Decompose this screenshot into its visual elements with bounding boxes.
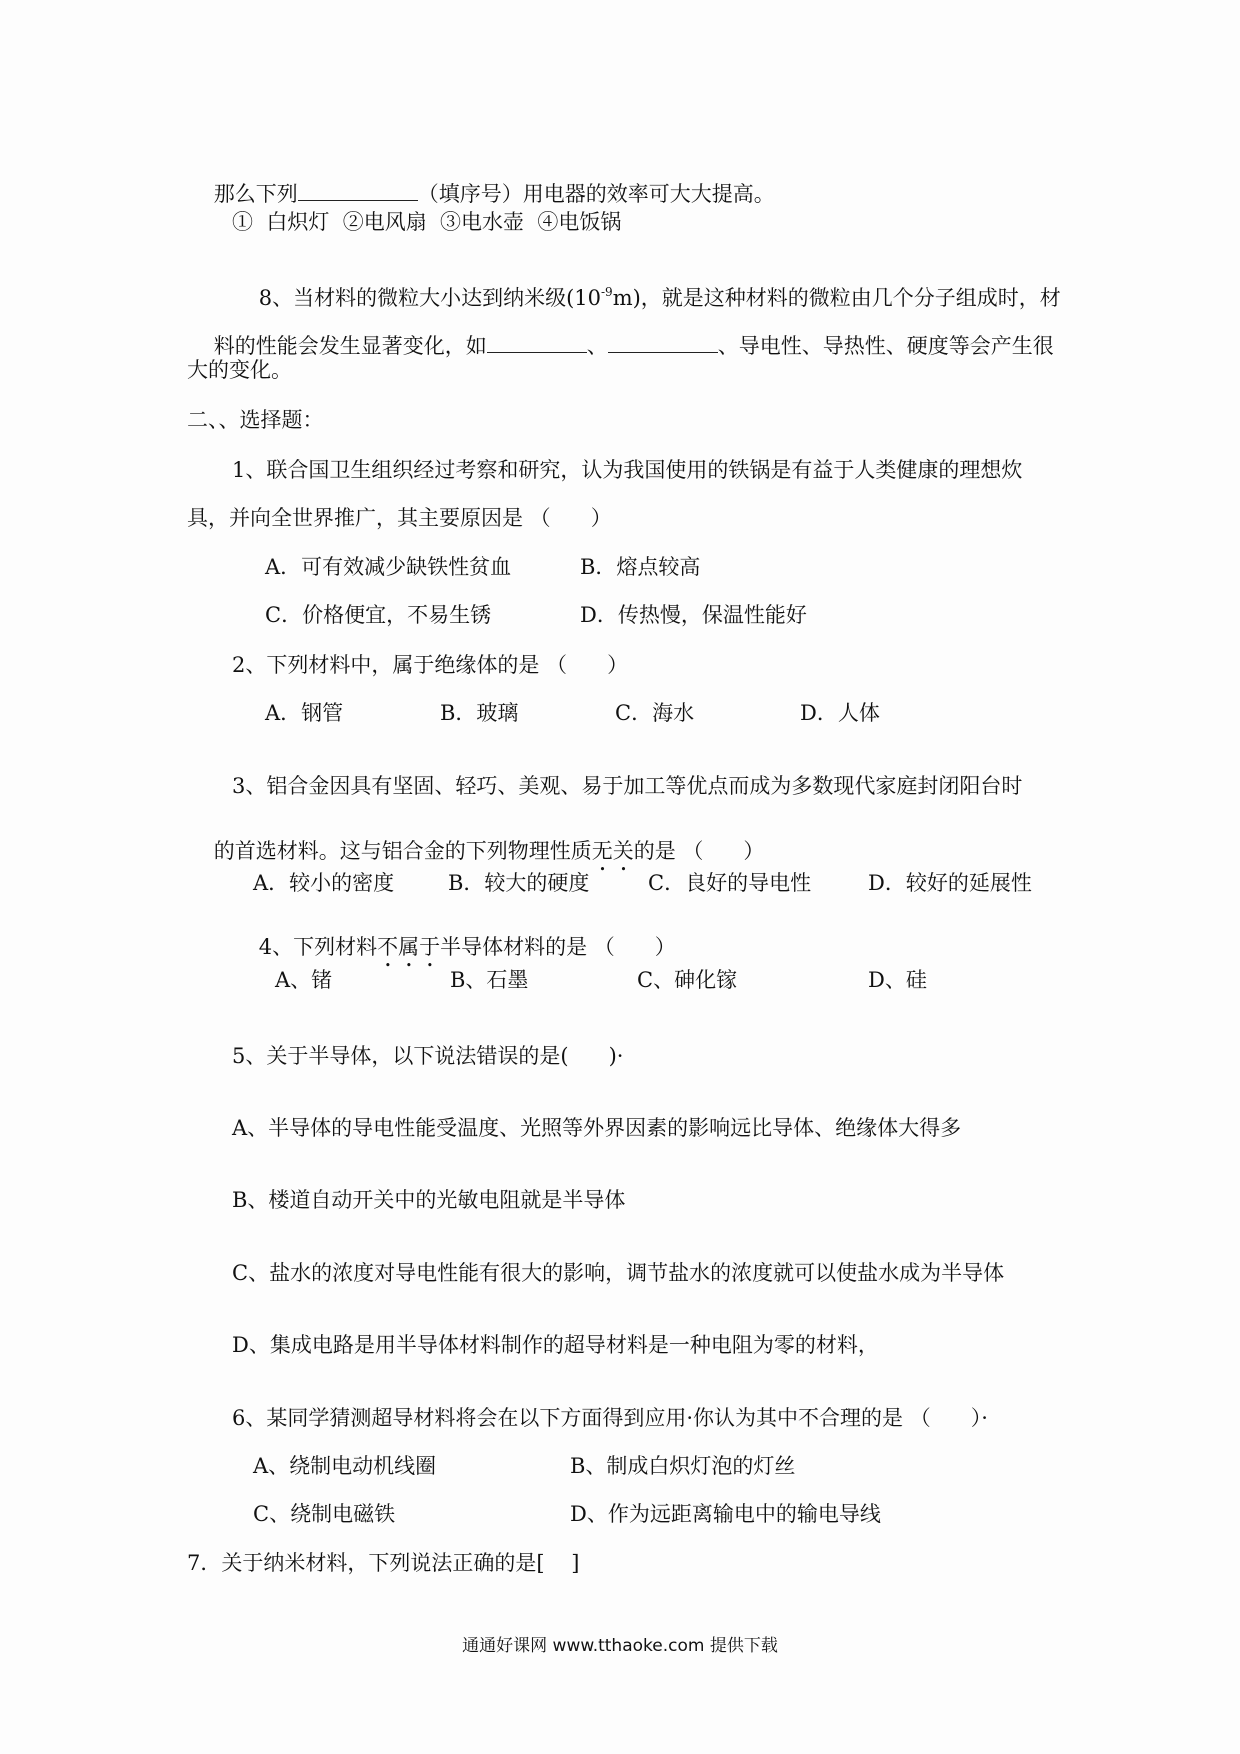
choice-5-stem: 5、关于半导体，以下说法错误的是( )· <box>232 1044 624 1068</box>
choice-3-option-a[interactable]: A．较小的密度 <box>253 871 395 895</box>
choice-3-stem-line-2: 的首选材料。这与铝合金的下列物理性质无关的是 （ ） <box>213 839 765 863</box>
choice-6-option-d[interactable]: D、作为远距离输电中的输电导线 <box>570 1502 881 1526</box>
page-footer: 通通好课网 www.tthaoke.com 提供下载 <box>462 1636 778 1656</box>
question-8-line-2: 料的性能会发生显著变化，如 、 、导电性、导热性、硬度等会产生很 <box>213 334 1054 358</box>
choice-6-option-a[interactable]: A、绕制电动机线圈 <box>253 1454 437 1478</box>
question-text: （填序号）用电器的效率可大大提高。 <box>417 182 775 206</box>
choice-4-option-a[interactable]: A、锗 <box>275 968 333 992</box>
choice-3-stem-line-1: 3、铝合金因具有坚固、轻巧、美观、易于加工等优点而成为多数现代家庭封闭阳台时 <box>232 774 1023 798</box>
choice-3-option-c[interactable]: C．良好的导电性 <box>648 871 812 895</box>
choice-7-stem: 7．关于纳米材料，下列说法正确的是[ ] <box>187 1551 580 1575</box>
choice-4-option-d[interactable]: D、硅 <box>868 968 927 992</box>
choice-5-option-d[interactable]: D、集成电路是用半导体材料制作的超导材料是一种电阻为零的材料， <box>232 1333 879 1357</box>
answer-blank[interactable] <box>608 334 718 353</box>
choice-1-option-b[interactable]: B．熔点较高 <box>580 555 701 579</box>
choice-2-stem: 2、下列材料中，属于绝缘体的是 （ ） <box>232 653 629 677</box>
question-8-line-3: 大的变化。 <box>187 358 292 382</box>
choice-5-option-b[interactable]: B、楼道自动开关中的光敏电阻就是半导体 <box>232 1188 626 1212</box>
choice-6-option-b[interactable]: B、制成白炽灯泡的灯丝 <box>570 1454 796 1478</box>
choice-4-stem: 4、下列材料不属于半导体材料的是 （ ） <box>258 935 676 959</box>
choice-6-option-c[interactable]: C、绕制电磁铁 <box>253 1502 396 1526</box>
choice-3-option-d[interactable]: D．较好的延展性 <box>868 871 1032 895</box>
choice-6-stem: 6、某同学猜测超导材料将会在以下方面得到应用·你认为其中不合理的是 （ ）· <box>232 1406 988 1430</box>
choice-4-option-b[interactable]: B、石墨 <box>450 968 529 992</box>
section-title: 二、、选择题： <box>187 408 324 432</box>
choice-1-option-c[interactable]: C．价格便宜，不易生锈 <box>265 603 492 627</box>
choice-1-option-a[interactable]: A．可有效减少缺铁性贫血 <box>265 555 512 579</box>
choice-5-option-a[interactable]: A、半导体的导电性能受温度、光照等外界因素的影响远比导体、绝缘体大得多 <box>232 1116 962 1140</box>
choice-4-option-c[interactable]: C、砷化镓 <box>637 968 738 992</box>
answer-blank[interactable] <box>487 334 587 353</box>
choice-3-option-b[interactable]: B．较大的硬度 <box>448 871 590 895</box>
choice-1-option-d[interactable]: D．传热慢，保温性能好 <box>580 603 807 627</box>
choice-1-stem-line-2: 具，并向全世界推广，其主要原因是 （ ） <box>187 506 612 530</box>
question-options: ① 白炽灯 ②电风扇 ③电水壶 ④电饭锅 <box>232 210 622 234</box>
choice-5-option-c[interactable]: C、盐水的浓度对导电性能有很大的影响，调节盐水的浓度就可以使盐水成为半导体 <box>232 1261 1005 1285</box>
choice-1-stem-line-1: 1、联合国卫生组织经过考察和研究，认为我国使用的铁锅是有益于人类健康的理想炊 <box>232 458 1023 482</box>
emphasis-text: 无关 <box>591 839 634 863</box>
question-text: 那么下列 <box>213 182 298 206</box>
choice-2-option-d[interactable]: D．人体 <box>800 701 880 725</box>
question-8-line-1: 8、当材料的微粒大小达到纳米级$(10^{-9}m)$，就是这种材料的微粒由几个分子组成时，材 <box>258 285 1061 310</box>
choice-2-option-b[interactable]: B．玻璃 <box>440 701 519 725</box>
emphasis-text: 不属于 <box>377 935 441 959</box>
answer-blank[interactable] <box>298 182 418 201</box>
choice-2-option-a[interactable]: A．钢管 <box>265 701 344 725</box>
choice-2-option-c[interactable]: C．海水 <box>615 701 695 725</box>
